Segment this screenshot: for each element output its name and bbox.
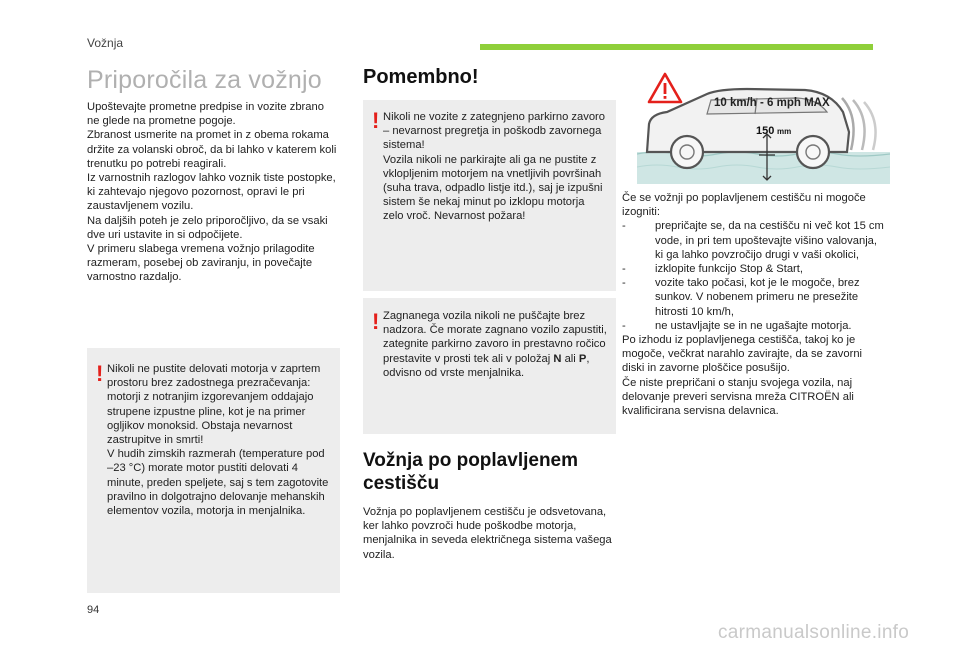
watermark: carmanualsonline.info [718, 622, 910, 643]
depth-unit: mm [777, 127, 792, 136]
warning-box-unattended-vehicle [363, 298, 616, 434]
section-accent-bar [480, 44, 873, 50]
list-item: - ne ustavljajte se in ne ugašajte motorja. [622, 319, 852, 332]
paragraph: Na daljših poteh je zelo priporočljivo, da se vsaki dve uri ustavite in si odpočijete. [87, 214, 328, 241]
exclamation-icon: ! [372, 108, 380, 133]
paragraph: Po izhodu iz poplavljenega cestišča, takoj ko je mogoče, večkrat narahlo zavirajte, da se zavorni diski in zavorne ploščice posušijo. [622, 334, 863, 375]
flooded-road-illustration [637, 72, 890, 184]
warning-box-parking-brake [363, 100, 616, 291]
paragraph: Vozila nikoli ne parkirajte ali ga ne pustite z vklopljenim motorjem na vnetljivih površinah (suha trava, odpadlo listje itd.), saj je izpušni sistem še nekaj minut po izklopu motorja zelo vroč. Nevarnost požara! [383, 153, 603, 223]
page-number: 94 [87, 604, 100, 616]
paragraph: Zbranost usmerite na promet in z obema rokama držite za volanski obroč, da bi lahko v katerem koli trenutku po potrebi reagirali. [87, 129, 337, 170]
paragraph: Nikoli ne vozite z zategnjeno parkirno zavoro – nevarnost pregretja in poškodb zavornega sistema! [383, 111, 606, 152]
warning-text [107, 362, 332, 518]
gear-position-n: N [553, 352, 562, 365]
list-item: - vozite tako počasi, kot je le mogoče, brez sunkov. V nobenem primeru ne presežite hitrosti 10 km/h, [622, 277, 860, 318]
gear-position-p: P [578, 352, 587, 365]
page-title: Priporočila za vožnjo [87, 66, 322, 94]
exclamation-icon: ! [96, 361, 104, 386]
list-item: - prepričajte se, da na cestišču ni več kot 15 cm vode, in pri tem upoštevajte višino valovanja, ki ga lahko povzročijo drugi v vaši okolici, [622, 220, 884, 261]
driving-advice-text [87, 100, 337, 285]
warning-text: Zagnanega vozila nikoli ne puščajte brez nadzora. Če morate zagnano vozilo zapustiti, zategnite parkirno zavoro in prestavno ročico prestavite v prosti tek ali v položaj N ali P, odvisno od vrste menjalnika. [383, 310, 607, 379]
paragraph: V primeru slabega vremena vožnjo prilagodite razmeram, posebej ob zaviranju, in povečajte varnostno razdaljo. [87, 243, 315, 284]
paragraph: Iz varnostnih razlogov lahko voznik tiste postopke, ki zahtevajo njegovo pozornost, opravi le pri zaustavljenem vozilu. [87, 172, 336, 213]
flood-intro-text: Vožnja po poplavljenem cestišču je odsvetovana, ker lahko povzroči hude poškodbe motorja, menjalnika in seveda električnega sistema vašega vozila. [363, 506, 612, 561]
warning-box-engine-ventilation [87, 348, 340, 593]
section-label: Vožnja [87, 36, 124, 50]
depth-value: 150 [756, 125, 775, 137]
exclamation-icon: ! [372, 309, 380, 334]
flood-instructions [622, 191, 887, 418]
paragraph: Upoštevajte prometne predpise in vozite zbrano ne glede na prometne pogoje. [87, 101, 324, 128]
speed-limit-label: 10 km/h - 6 mph MAX [714, 97, 830, 109]
warning-text [383, 110, 608, 224]
important-heading: Pomembno! [363, 66, 479, 88]
paragraph: Nikoli ne pustite delovati motorja v zaprtem prostoru brez zadostnega prezračevanja: motorji z notranjim izgorevanjem oddajajo strupene izpustne pline, kot je na primer ogljikov monoksid. Obstaja nevarnost zastrupitve in smrti! [107, 363, 321, 447]
list-item: - izklopite funkcijo Stop & Start, [622, 263, 803, 276]
flood-heading: Vožnja po poplavljenem cestišču [363, 450, 579, 494]
paragraph: V hudih zimskih razmerah (temperature pod –23 °C) morate motor pustiti delovati 4 minute, preden speljete, saj s tem zagotovite pravilno in dolgotrajno delovanje mehanskih elementov vozila, motorja in menjalnika. [107, 448, 329, 518]
paragraph: Če se vožnji po poplavljenem cestišču ni mogoče izogniti: [622, 192, 866, 219]
paragraph: Če niste prepričani o stanju svojega vozila, naj delovanje preveri servisna mreža CITROËN ali kvalificirana servisna delavnica. [622, 376, 854, 418]
